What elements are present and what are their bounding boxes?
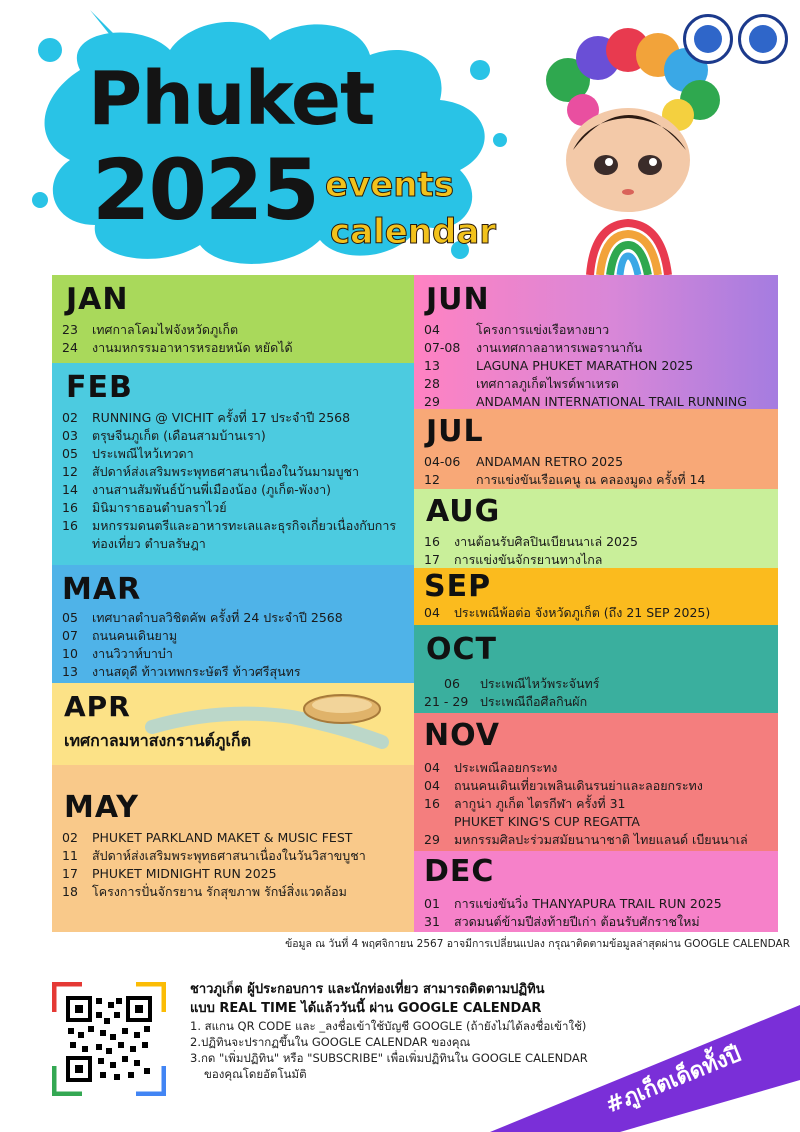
event-date: 31 <box>424 914 440 929</box>
month-block-jun <box>414 275 778 409</box>
event-list <box>424 321 774 409</box>
event-title: โครงการแข่งเรือหางยาว <box>476 322 610 337</box>
event-date: 29 <box>424 832 440 847</box>
month-block-apr <box>52 683 414 765</box>
event-date: 12 <box>424 472 440 487</box>
event-date: 16 <box>62 500 78 515</box>
month-name: DEC <box>424 854 495 889</box>
event-date: 02 <box>62 830 78 845</box>
month-name: JUN <box>426 282 490 317</box>
month-block-sep <box>414 568 778 625</box>
event-date: 04 <box>424 322 440 337</box>
event-item <box>62 609 407 627</box>
event-item <box>62 409 407 427</box>
hashtag-text: #ภูเก็ตเด็ดทั้งปี <box>602 1041 745 1119</box>
event-title: เทศกาลโคมไฟจังหวัดภูเก็ต <box>92 322 239 337</box>
poster-title: Phuket <box>88 56 375 142</box>
event-list <box>62 409 407 553</box>
event-title: มหกรรมดนตรีและอาหารทะเลและธุรกิจเกี่ยวเนื่องกับการท่องเที่ยว ตำบลรัษฎา <box>92 518 397 551</box>
event-item <box>424 604 774 622</box>
month-name: SEP <box>424 569 492 604</box>
event-list <box>424 453 774 489</box>
event-item <box>424 693 774 711</box>
event-item <box>62 829 407 847</box>
month-name: NOV <box>424 718 501 753</box>
event-item <box>424 813 774 831</box>
event-title: ตรุษจีนภูเก็ต (เดือนสามบ้านเรา) <box>92 428 266 443</box>
event-item <box>424 795 774 813</box>
event-title: งานสดุดี ท้าวเทพกระษัตรี ท้าวศรีสุนทร <box>92 664 301 679</box>
event-date: 21 - 29 <box>424 694 469 709</box>
event-title: เทศกาลภูเก็ตไพรด์พาเหรด <box>476 376 619 391</box>
event-date: 28 <box>424 376 440 391</box>
event-item <box>424 895 774 913</box>
event-item <box>424 675 774 693</box>
event-title: การแข่งขันจักรยานทางไกล <box>454 552 603 567</box>
event-item <box>62 847 407 865</box>
month-block-jan <box>52 275 414 363</box>
event-date: 14 <box>62 482 78 497</box>
event-date: 07-08 <box>424 340 461 355</box>
event-list <box>62 609 407 681</box>
month-block-dec <box>414 851 778 932</box>
step-item: 1. สแกน QR CODE และ _ลงชื่อเข้าใช้บัญชี GOOGLE (ถ้ายังไม่ได้ลงชื่อเข้าใช้) <box>190 1019 587 1033</box>
event-title: งานวิวาห์บาบ๋า <box>92 646 173 661</box>
events-calendar-grid <box>52 275 778 932</box>
event-item <box>62 481 407 499</box>
month-block-mar <box>52 565 414 683</box>
event-date: 16 <box>62 518 78 533</box>
event-date: 07 <box>62 628 78 643</box>
event-date: 29 <box>424 394 440 409</box>
event-item <box>424 393 774 409</box>
event-title: ประเพณีถือศีลกินผัก <box>480 694 588 709</box>
event-item <box>62 427 407 445</box>
event-date: 03 <box>62 428 78 443</box>
event-item <box>424 375 774 393</box>
month-name: JAN <box>66 282 129 317</box>
event-item <box>424 777 774 795</box>
event-item <box>424 453 774 471</box>
poster-year: 2025 <box>92 141 318 239</box>
event-date <box>424 813 454 831</box>
event-title: สวดมนต์ข้ามปีส่งท้ายปีเก่า ต้อนรับศักราชใหม่ <box>454 914 700 929</box>
event-item <box>62 883 407 901</box>
event-item <box>62 645 407 663</box>
event-date: 10 <box>62 646 78 661</box>
month-name: OCT <box>426 632 497 667</box>
event-list <box>424 604 774 622</box>
month-name: JUL <box>426 414 484 449</box>
event-title: LAGUNA PHUKET MARATHON 2025 <box>476 358 694 373</box>
event-item <box>62 517 407 553</box>
event-title: ประเพณีลอยกระทง <box>454 760 558 775</box>
event-item <box>62 865 407 883</box>
event-title: ประเพณีไหว้พระจันทร์ <box>480 676 600 691</box>
event-title: งานสานสัมพันธ์บ้านพี่เมืองน้อง (ภูเก็ต-พังงา) <box>92 482 332 497</box>
month-name: MAY <box>64 790 139 825</box>
event-title: เทศกาลมหาสงกรานต์ภูเก็ต <box>64 731 251 750</box>
event-item <box>424 913 774 931</box>
event-date: 05 <box>62 446 78 461</box>
event-title: PHUKET KING'S CUP REGATTA <box>454 814 640 829</box>
event-title: สัปดาห์ส่งเสริมพระพุทธศาสนาเนื่องในวันมามบูชา <box>92 464 360 479</box>
event-item <box>62 627 407 645</box>
event-date: 02 <box>62 410 78 425</box>
event-date: 13 <box>62 664 78 679</box>
month-block-may <box>52 765 414 932</box>
event-title: เทศบาลตำบลวิชิตคัพ ครั้งที่ 24 ประจำปี 2568 <box>92 610 343 625</box>
month-block-aug <box>414 489 778 568</box>
event-title: ถนนคนเดินเที่ยวเพลินเดินรนย่าและลอยกระทง <box>454 778 703 793</box>
event-item <box>424 533 774 551</box>
event-date: 04 <box>424 778 440 793</box>
event-date: 06 <box>444 676 460 691</box>
event-list <box>62 321 402 357</box>
event-title: งานมหกรรมอาหารหรอยหนัด หยัดได้ <box>92 340 293 355</box>
event-title: ANDAMAN RETRO 2025 <box>476 454 624 469</box>
event-title: PHUKET PARKLAND MAKET & MUSIC FEST <box>92 830 353 845</box>
event-date: 16 <box>424 796 440 811</box>
event-list <box>424 895 774 931</box>
qr-code-icon[interactable] <box>52 982 166 1096</box>
event-list <box>424 533 774 568</box>
cta-line: แบบ REAL TIME ได้แล้ววันนี้ ผ่าน GOOGLE CALENDAR <box>190 1001 542 1016</box>
cta-line: ชาวภูเก็ต ผู้ประกอบการ และนักท่องเที่ยว สามารถติดตามปฏิทิน <box>190 982 545 997</box>
event-title: มหกรรมศิลปะร่วมสมัยนานาชาติ ไทยแลนด์ เบียนนาเล่ <box>454 832 748 847</box>
event-title: ถนนคนเดินยามู <box>92 628 178 643</box>
event-date: 04 <box>424 605 440 620</box>
event-title: ANDAMAN INTERNATIONAL TRAIL RUNNING <box>476 394 747 409</box>
event-date: 13 <box>424 358 440 373</box>
event-item <box>424 357 774 375</box>
event-date: 05 <box>62 610 78 625</box>
event-item <box>424 551 774 568</box>
event-date: 17 <box>424 552 440 567</box>
event-title: สัปดาห์ส่งเสริมพระพุทธศาสนาเนื่องในวันวิสาขบูชา <box>92 848 366 863</box>
event-date: 16 <box>424 534 440 549</box>
event-item <box>424 759 774 777</box>
month-block-oct <box>414 625 778 713</box>
tourism-seal-icon <box>738 14 788 64</box>
month-name: FEB <box>66 370 133 405</box>
month-name: AUG <box>426 494 501 529</box>
province-seal-icon <box>683 14 733 64</box>
step-item: 2.ปฏิทินจะปรากฏขึ้นใน GOOGLE CALENDAR ของคุณ <box>190 1035 471 1049</box>
event-date: 04-06 <box>424 454 461 469</box>
event-title: การแข่งขันวิ่ง THANYAPURA TRAIL RUN 2025 <box>454 896 722 911</box>
event-title: งานเทศกาลอาหารเพอรานากัน <box>476 340 643 355</box>
event-date: 12 <box>62 464 78 479</box>
step-item: ของคุณโดยอัตโนมัติ <box>204 1067 307 1081</box>
event-title: ประเพณีพ้อต่อ จังหวัดภูเก็ต (ถึง 21 SEP 2025) <box>454 605 711 620</box>
event-title: งานต้อนรับศิลปินเบียนนาเล่ 2025 <box>454 534 638 549</box>
event-date: 01 <box>424 896 440 911</box>
event-date: 23 <box>62 322 78 337</box>
event-date: 04 <box>424 760 440 775</box>
event-list <box>62 829 407 901</box>
poster-subtitle-events: events <box>325 165 454 205</box>
poster-header <box>0 0 800 275</box>
data-footnote: ข้อมูล ณ วันที่ 4 พฤศจิกายน 2567 อาจมีการเปลี่ยนแปลง กรุณาติดตามข้อมูลล่าสุดผ่าน GOOGLE CALENDAR <box>285 938 790 950</box>
month-name: MAR <box>62 572 142 607</box>
event-item <box>62 663 407 681</box>
event-title: โครงการปั่นจักรยาน รักสุขภาพ รักษ์สิ่งแวดล้อม <box>92 884 347 899</box>
event-date: 24 <box>62 340 78 355</box>
event-date: 18 <box>62 884 78 899</box>
event-title: RUNNING @ VICHIT ครั้งที่ 17 ประจำปี 2568 <box>92 410 351 425</box>
event-item <box>62 499 407 517</box>
event-item <box>62 321 402 339</box>
step-item: 3.กด "เพิ่มปฏิทิน" หรือ "SUBSCRIBE" เพื่อเพิ่มปฏิทินใน GOOGLE CALENDAR <box>190 1051 588 1065</box>
month-block-feb <box>52 363 414 565</box>
event-item <box>62 445 407 463</box>
poster-subtitle-calendar: calendar <box>330 212 497 252</box>
event-item <box>424 339 774 357</box>
event-list <box>424 675 774 711</box>
month-name: APR <box>64 690 131 723</box>
event-title: มินิมาราธอนตำบลราไวย์ <box>92 500 227 515</box>
event-list <box>424 759 774 849</box>
event-title: ประเพณีไหว้เทวดา <box>92 446 194 461</box>
event-item <box>424 321 774 339</box>
event-item <box>62 339 402 357</box>
event-title: ลากูน่า ภูเก็ต ไตรกีฬา ครั้งที่ 31 <box>454 796 626 811</box>
event-title: PHUKET MIDNIGHT RUN 2025 <box>92 866 277 881</box>
event-date: 11 <box>62 848 78 863</box>
event-date: 17 <box>62 866 78 881</box>
event-title: การแข่งขันเรือแคนู ณ คลองมูดง ครั้งที่ 14 <box>476 472 706 487</box>
event-item <box>62 463 407 481</box>
event-item <box>424 831 774 849</box>
event-item <box>424 471 774 489</box>
month-block-jul <box>414 409 778 489</box>
month-block-nov <box>414 713 778 851</box>
